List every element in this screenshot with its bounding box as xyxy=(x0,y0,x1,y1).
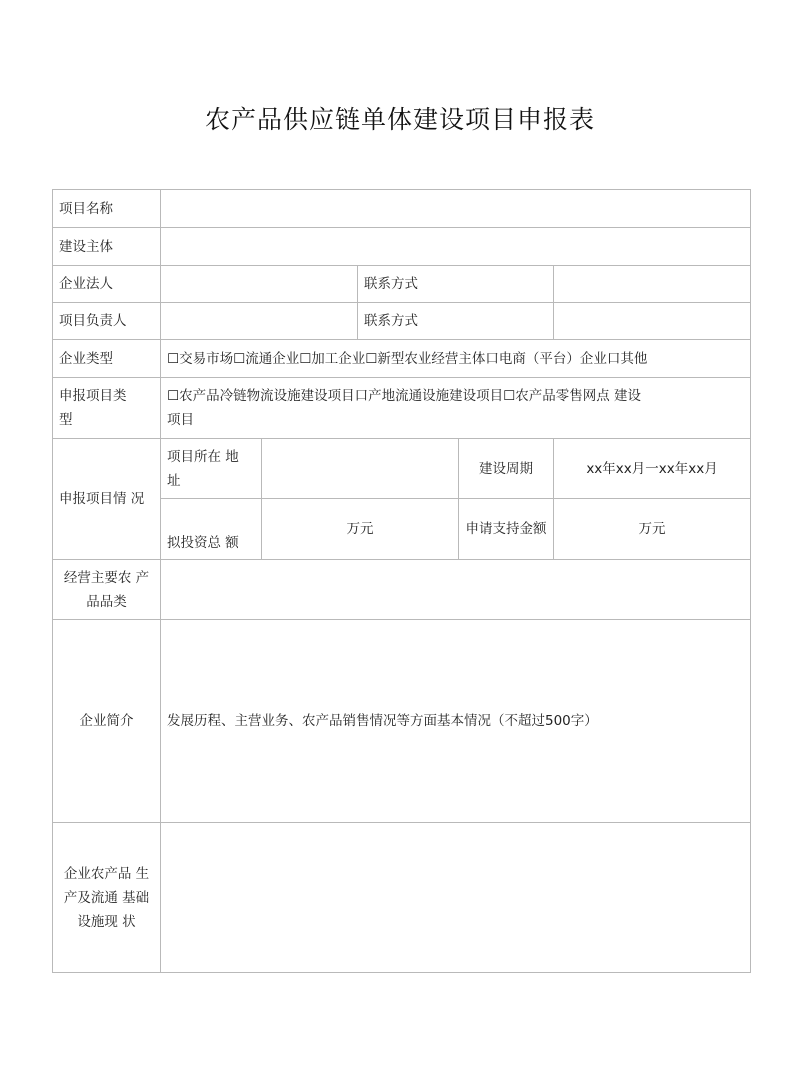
builder-field[interactable] xyxy=(161,228,751,266)
project-leader-field[interactable] xyxy=(161,303,358,340)
project-type-label-line1: 申报项目类 xyxy=(59,388,127,404)
legal-person-field[interactable] xyxy=(161,266,358,303)
row-company-intro xyxy=(53,620,751,823)
construction-period-field[interactable]: xx年xx月一xx年xx月 xyxy=(554,439,751,499)
project-leader-contact-label: 联系方式 xyxy=(358,303,554,340)
project-name-label: 项目名称 xyxy=(53,190,161,228)
project-status-label: 申报项目情 况 xyxy=(53,439,161,560)
infrastructure-field[interactable] xyxy=(161,823,751,973)
enterprise-type-label: 企业类型 xyxy=(53,340,161,378)
row-project-status-location xyxy=(53,439,751,499)
project-type-options-line2: 项目 xyxy=(167,412,194,428)
row-infrastructure xyxy=(53,823,751,973)
infrastructure-label-line3: 设施现 状 xyxy=(77,913,136,930)
project-location-label-line2: 址 xyxy=(167,472,181,489)
legal-person-contact-field[interactable] xyxy=(554,266,751,303)
project-location-field[interactable] xyxy=(262,439,459,499)
row-enterprise-type xyxy=(53,340,751,378)
infrastructure-label-line1: 企业农产品 生 xyxy=(63,865,150,882)
project-type-options-line1[interactable]: ☐农产品冷链物流设施建设项目口产地流通设施建设项目☐农产品零售网点 建设 xyxy=(167,388,641,404)
project-leader-contact-field[interactable] xyxy=(554,303,751,340)
support-amount-field[interactable]: 万元 xyxy=(554,499,751,560)
company-intro-field[interactable]: 发展历程、主营业务、农产品销售情况等方面基本情况（不超过500字） xyxy=(161,620,751,823)
support-amount-label: 申请支持金额 xyxy=(459,499,554,560)
investment-label: 拟投资总 额 xyxy=(161,499,262,560)
page-title: 农产品供应链单体建设项目申报表 xyxy=(204,105,595,134)
infrastructure-label xyxy=(53,823,161,973)
main-products-label-line2: 品品类 xyxy=(86,593,127,610)
row-legal-person xyxy=(53,266,751,303)
row-project-type xyxy=(53,378,751,439)
row-project-leader xyxy=(53,303,751,340)
main-products-label xyxy=(53,560,161,620)
infrastructure-label-line2: 产及流通 基础 xyxy=(63,889,150,906)
project-type-options[interactable] xyxy=(161,378,751,439)
main-products-label-line1: 经营主要农 产 xyxy=(63,569,150,586)
project-type-label xyxy=(53,378,161,439)
company-intro-label: 企业简介 xyxy=(53,620,161,823)
project-type-label-line2: 型 xyxy=(59,412,73,428)
row-main-products xyxy=(53,560,751,620)
application-form-table xyxy=(52,189,751,973)
builder-label: 建设主体 xyxy=(53,228,161,266)
main-products-field[interactable] xyxy=(161,560,751,620)
enterprise-type-options[interactable]: ☐交易市场☐流通企业☐加工企业☐新型农业经营主体口电商（平台）企业口其他 xyxy=(161,340,751,378)
investment-field[interactable]: 万元 xyxy=(262,499,459,560)
project-location-label-line1: 项目所在 地 xyxy=(167,448,239,465)
row-project-name xyxy=(53,190,751,228)
project-name-field[interactable] xyxy=(161,190,751,228)
construction-period-label: 建设周期 xyxy=(459,439,554,499)
legal-person-contact-label: 联系方式 xyxy=(358,266,554,303)
legal-person-label: 企业法人 xyxy=(53,266,161,303)
row-builder xyxy=(53,228,751,266)
project-location-label xyxy=(161,439,262,499)
project-leader-label: 项目负责人 xyxy=(53,303,161,340)
